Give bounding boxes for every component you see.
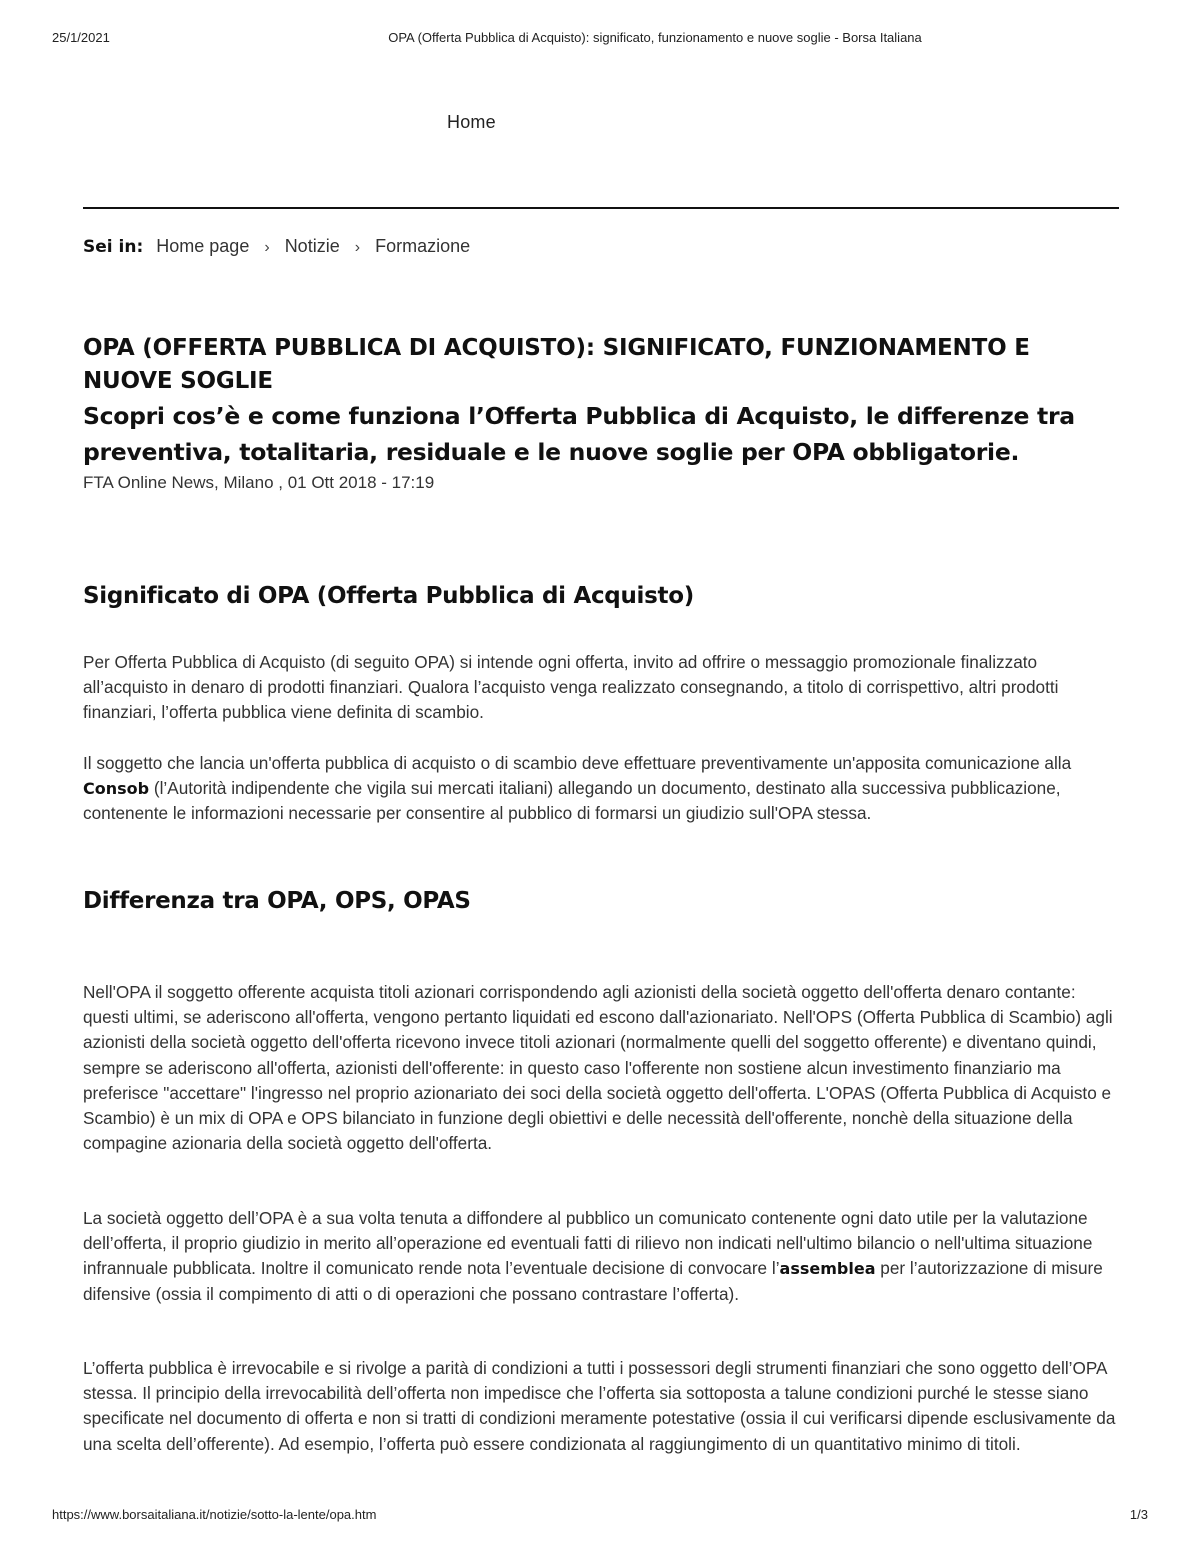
breadcrumb bbox=[83, 236, 470, 257]
breadcrumb-formazione[interactable]: Formazione bbox=[375, 236, 471, 256]
paragraph: La società oggetto dell’OPA è a sua volta tenuta a diffondere al pubblico un comunicato contenente ogni dato utile per la valutazione dell’offerta, il proprio giudizio in merito all’operazione ed eventuali fatti di rilievo non indicati nell'ultimo bilancio o nell'ultima situazione infrannuale pubblicata. Inoltre il comunicato rende nota l’eventuale decisione di convocare l’assemblea per l’autorizzazione di misure difensive (ossia il compimento di atti o di operazioni che possano contrastare l’offerta). bbox=[83, 1208, 1103, 1304]
print-header bbox=[52, 30, 1148, 46]
article-title: OPA (OFFERTA PUBBLICA DI ACQUISTO): SIGNIFICATO, FUNZIONAMENTO E NUOVE SOGLIE bbox=[83, 335, 1030, 394]
chevron-right-icon: › bbox=[354, 239, 361, 256]
breadcrumb-lead: Sei in: bbox=[83, 237, 144, 257]
article-header bbox=[83, 332, 1123, 496]
print-page-title: OPA (Offerta Pubblica di Acquisto): significato, funzionamento e nuove soglie - Borsa Italiana bbox=[388, 30, 922, 45]
page-number: 1/3 bbox=[1129, 1507, 1148, 1522]
paragraph: Il soggetto che lancia un'offerta pubblica di acquisto o di scambio deve effettuare preventivamente un'apposita comunicazione alla Consob (l’Autorità indipendente che vigila sui mercati italiani) allegando un documento, destinato alla successiva pubblicazione, contenente le informazioni necessarie per consentire al pubblico di formarsi un giudizio sull'OPA stessa. bbox=[83, 753, 1072, 824]
article-byline: FTA Online News, Milano , 01 Ott 2018 - 17:19 bbox=[83, 473, 435, 492]
breadcrumb-notizie[interactable]: Notizie bbox=[284, 236, 340, 256]
chevron-right-icon: › bbox=[264, 239, 270, 256]
print-date: 25/1/2021 bbox=[52, 30, 110, 45]
bold-assemblea: assemblea bbox=[779, 1259, 876, 1279]
article-subtitle: Scopri cos’è e come funziona l’Offerta Pubblica di Acquisto, le differenze tra preventiva, totalitaria, residuale e le nuove soglie per OPA obbligatorie. bbox=[83, 402, 1075, 466]
print-footer bbox=[52, 1507, 1148, 1523]
bold-consob: Consob bbox=[83, 779, 150, 799]
paragraph: Per Offerta Pubblica di Acquisto (di seguito OPA) si intende ogni offerta, invito ad offrire o messaggio promozionale finalizzato all’acquisto in denaro di prodotti finanziari. Qualora l’acquisto venga realizzato consegnando, a titolo di corrispettivo, altri prodotti finanziari, l’offerta pubblica viene definita di scambio. bbox=[83, 652, 1059, 723]
paragraph: Nell'OPA il soggetto offerente acquista titoli azionari corrispondendo agli azionisti della società oggetto dell'offerta denaro contante: questi ultimi, se aderiscono all'offerta, vengono pertanto liquidati ed escono dall'azionariato. Nell'OPS (Offerta Pubblica di Scambio) agli azionisti della società oggetto dell'offerta ricevono invece titoli azionari (normalmente quelli del soggetto offerente) e diventano quindi, sempre se aderiscono all'offerta, azionisti dell'offerente: in questo caso l'offerente non sostiene alcun investimento finanziario ma preferisce "accettare" l'ingresso nel proprio azionariato dei soci della società oggetto dell'offerta. L'OPAS (Offerta Pubblica di Acquisto e Scambio) è un mix di OPA e OPS bilanciato in funzione degli obiettivi e delle necessità dell'offerente, nonchè della situazione della compagine azionaria della società oggetto dell'offerta. bbox=[83, 982, 1113, 1154]
breadcrumb-home-page[interactable]: Home page bbox=[156, 236, 250, 256]
section-heading-differenza: Differenza tra OPA, OPS, OPAS bbox=[83, 888, 471, 914]
print-url: https://www.borsaitaliana.it/notizie/sotto-la-lente/opa.htm bbox=[52, 1507, 377, 1522]
section-heading-significato: Significato di OPA (Offerta Pubblica di Acquisto) bbox=[83, 583, 694, 609]
nav-home-link[interactable]: Home bbox=[447, 112, 496, 132]
paragraph: L’offerta pubblica è irrevocabile e si rivolge a parità di condizioni a tutti i possessori degli strumenti finanziari che sono oggetto dell’OPA stessa. Il principio della irrevocabilità dell’offerta non impedisce che l’offerta sia sottoposta a talune condizioni purché le stesse siano specificate nel documento di offerta e non si tratti di condizioni meramente potestative (ossia il cui verificarsi dipende esclusivamente da una scelta dell’offerente). Ad esempio, l’offerta può essere condizionata al raggiungimento di un quantitativo minimo di titoli. bbox=[83, 1358, 1116, 1454]
header-divider bbox=[83, 207, 1119, 209]
